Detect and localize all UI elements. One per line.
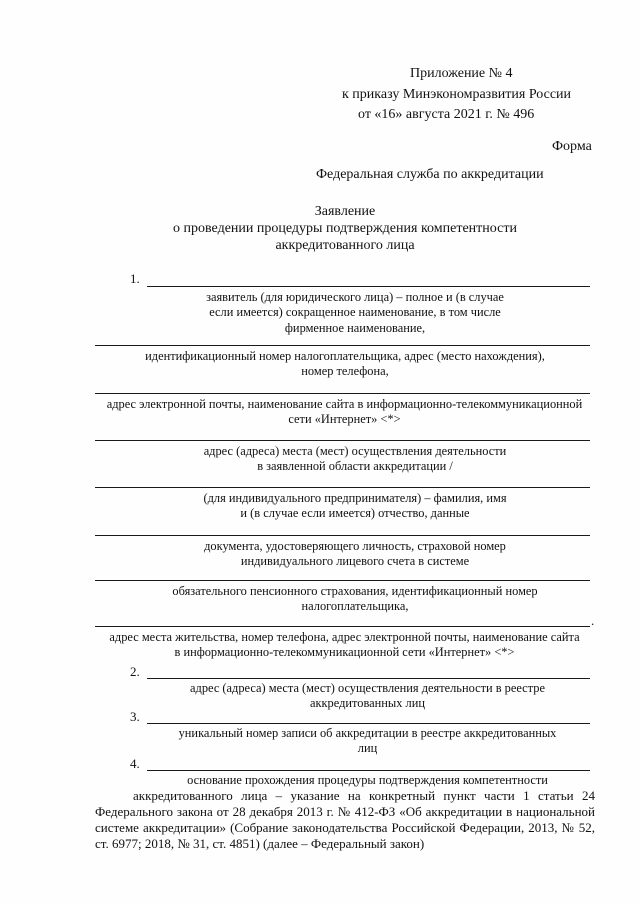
caption-line: документа, удостоверяющего личность, страховой номер — [204, 539, 506, 553]
caption-line: в информационно-телекоммуникационной сети «Интернет» <*> — [174, 645, 515, 660]
title-line-1: Заявление — [314, 204, 376, 219]
field-3-caption — [145, 726, 590, 757]
field-identity-doc-line[interactable] — [95, 535, 590, 536]
field-2-number: 2. — [130, 664, 140, 679]
field-residence-line[interactable] — [95, 626, 590, 627]
field-1-line[interactable] — [147, 286, 590, 287]
title-line-3: аккредитованного лица — [275, 238, 415, 254]
document-title — [130, 203, 560, 254]
field-pension-line[interactable] — [95, 580, 590, 581]
order-date: от «16» августа 2021 г. № 496 — [358, 107, 535, 122]
caption-line: адрес места жительства, номер телефона, адрес электронной почты, наименование сайта — [109, 630, 580, 644]
basis-line-4: ст. 6977; 2018, № 31, ст. 4851) (далее – Федеральный закон) — [95, 836, 425, 852]
order-reference: к приказу Минэкономразвития России — [342, 87, 572, 102]
appendix-label: Приложение № 4 — [410, 66, 513, 81]
field-inn-line[interactable] — [95, 345, 590, 346]
caption-line: сети «Интернет» <*> — [288, 412, 401, 427]
caption-line: аккредитованных лиц — [310, 696, 425, 711]
basis-paragraph — [95, 788, 595, 852]
basis-line-1: аккредитованного лица – указание на конкретный пункт части 1 статьи 24 — [133, 788, 595, 803]
field-identity-doc-caption — [160, 539, 550, 570]
field-activity-address-caption — [160, 444, 550, 475]
field-entrepreneur-name-line[interactable] — [95, 487, 590, 488]
caption-line: номер телефона, — [301, 364, 389, 379]
field-2-line[interactable] — [147, 678, 590, 679]
caption-line: заявитель (для юридического лица) – полное и (в случае — [206, 290, 504, 304]
caption-line: уникальный номер записи об аккредитации в реестре аккредитованных — [178, 726, 557, 740]
agency-name: Федеральная служба по аккредитации — [316, 167, 544, 182]
field-4-number: 4. — [130, 756, 140, 771]
field-email-caption — [92, 397, 597, 428]
caption-line: фирменное наименование, — [284, 320, 426, 335]
caption-line: налогоплательщика, — [301, 599, 409, 614]
caption-line: адрес (адреса) места (мест) осуществления деятельности в реестре — [190, 681, 545, 695]
basis-line-2: Федерального закона от 28 декабря 2013 г. № 412-ФЗ «Об аккредитации в национальной — [95, 804, 595, 820]
caption-line: (для индивидуального предпринимателя) – фамилия, имя — [203, 491, 507, 505]
caption-line: индивидуального лицевого счета в системе — [240, 554, 470, 569]
field-activity-address-line[interactable] — [95, 440, 590, 441]
field-2-caption — [145, 681, 590, 712]
field-1-caption — [160, 290, 550, 336]
field-3-number: 3. — [130, 709, 140, 724]
caption-line: адрес электронной почты, наименование сайта в информационно-телекоммуникационной — [106, 397, 583, 411]
field-residence-caption — [92, 630, 597, 661]
field-3-line[interactable] — [147, 723, 590, 724]
basis-line-3: системе аккредитации» (Собрание законодательства Российской Федерации, 2013, № 52, — [95, 820, 595, 836]
field-4-line[interactable] — [147, 770, 590, 771]
field-inn-caption — [110, 349, 580, 380]
form-label: Форма — [552, 139, 592, 154]
field-email-line[interactable] — [95, 393, 590, 394]
title-line-2: о проведении процедуры подтверждения компетентности — [173, 221, 517, 237]
caption-line: в заявленной области аккредитации / — [257, 459, 453, 474]
caption-line: и (в случае если имеется) отчество, данные — [240, 506, 470, 521]
caption-line: идентификационный номер налогоплательщика, адрес (место нахождения), — [145, 349, 545, 363]
caption-line: если имеется) сокращенное наименование, в том числе — [209, 305, 501, 320]
caption-line: лиц — [357, 741, 378, 756]
field-4-caption — [145, 773, 590, 788]
caption-line: обязательного пенсионного страхования, идентификационный номер — [172, 584, 538, 598]
field-entrepreneur-name-caption — [160, 491, 550, 522]
trailing-period: . — [591, 613, 595, 628]
caption-line: основание прохождения процедуры подтверждения компетентности — [187, 773, 548, 787]
caption-line: адрес (адреса) места (мест) осуществления деятельности — [203, 444, 507, 458]
field-pension-caption — [140, 584, 570, 615]
field-1-number: 1. — [130, 271, 140, 286]
